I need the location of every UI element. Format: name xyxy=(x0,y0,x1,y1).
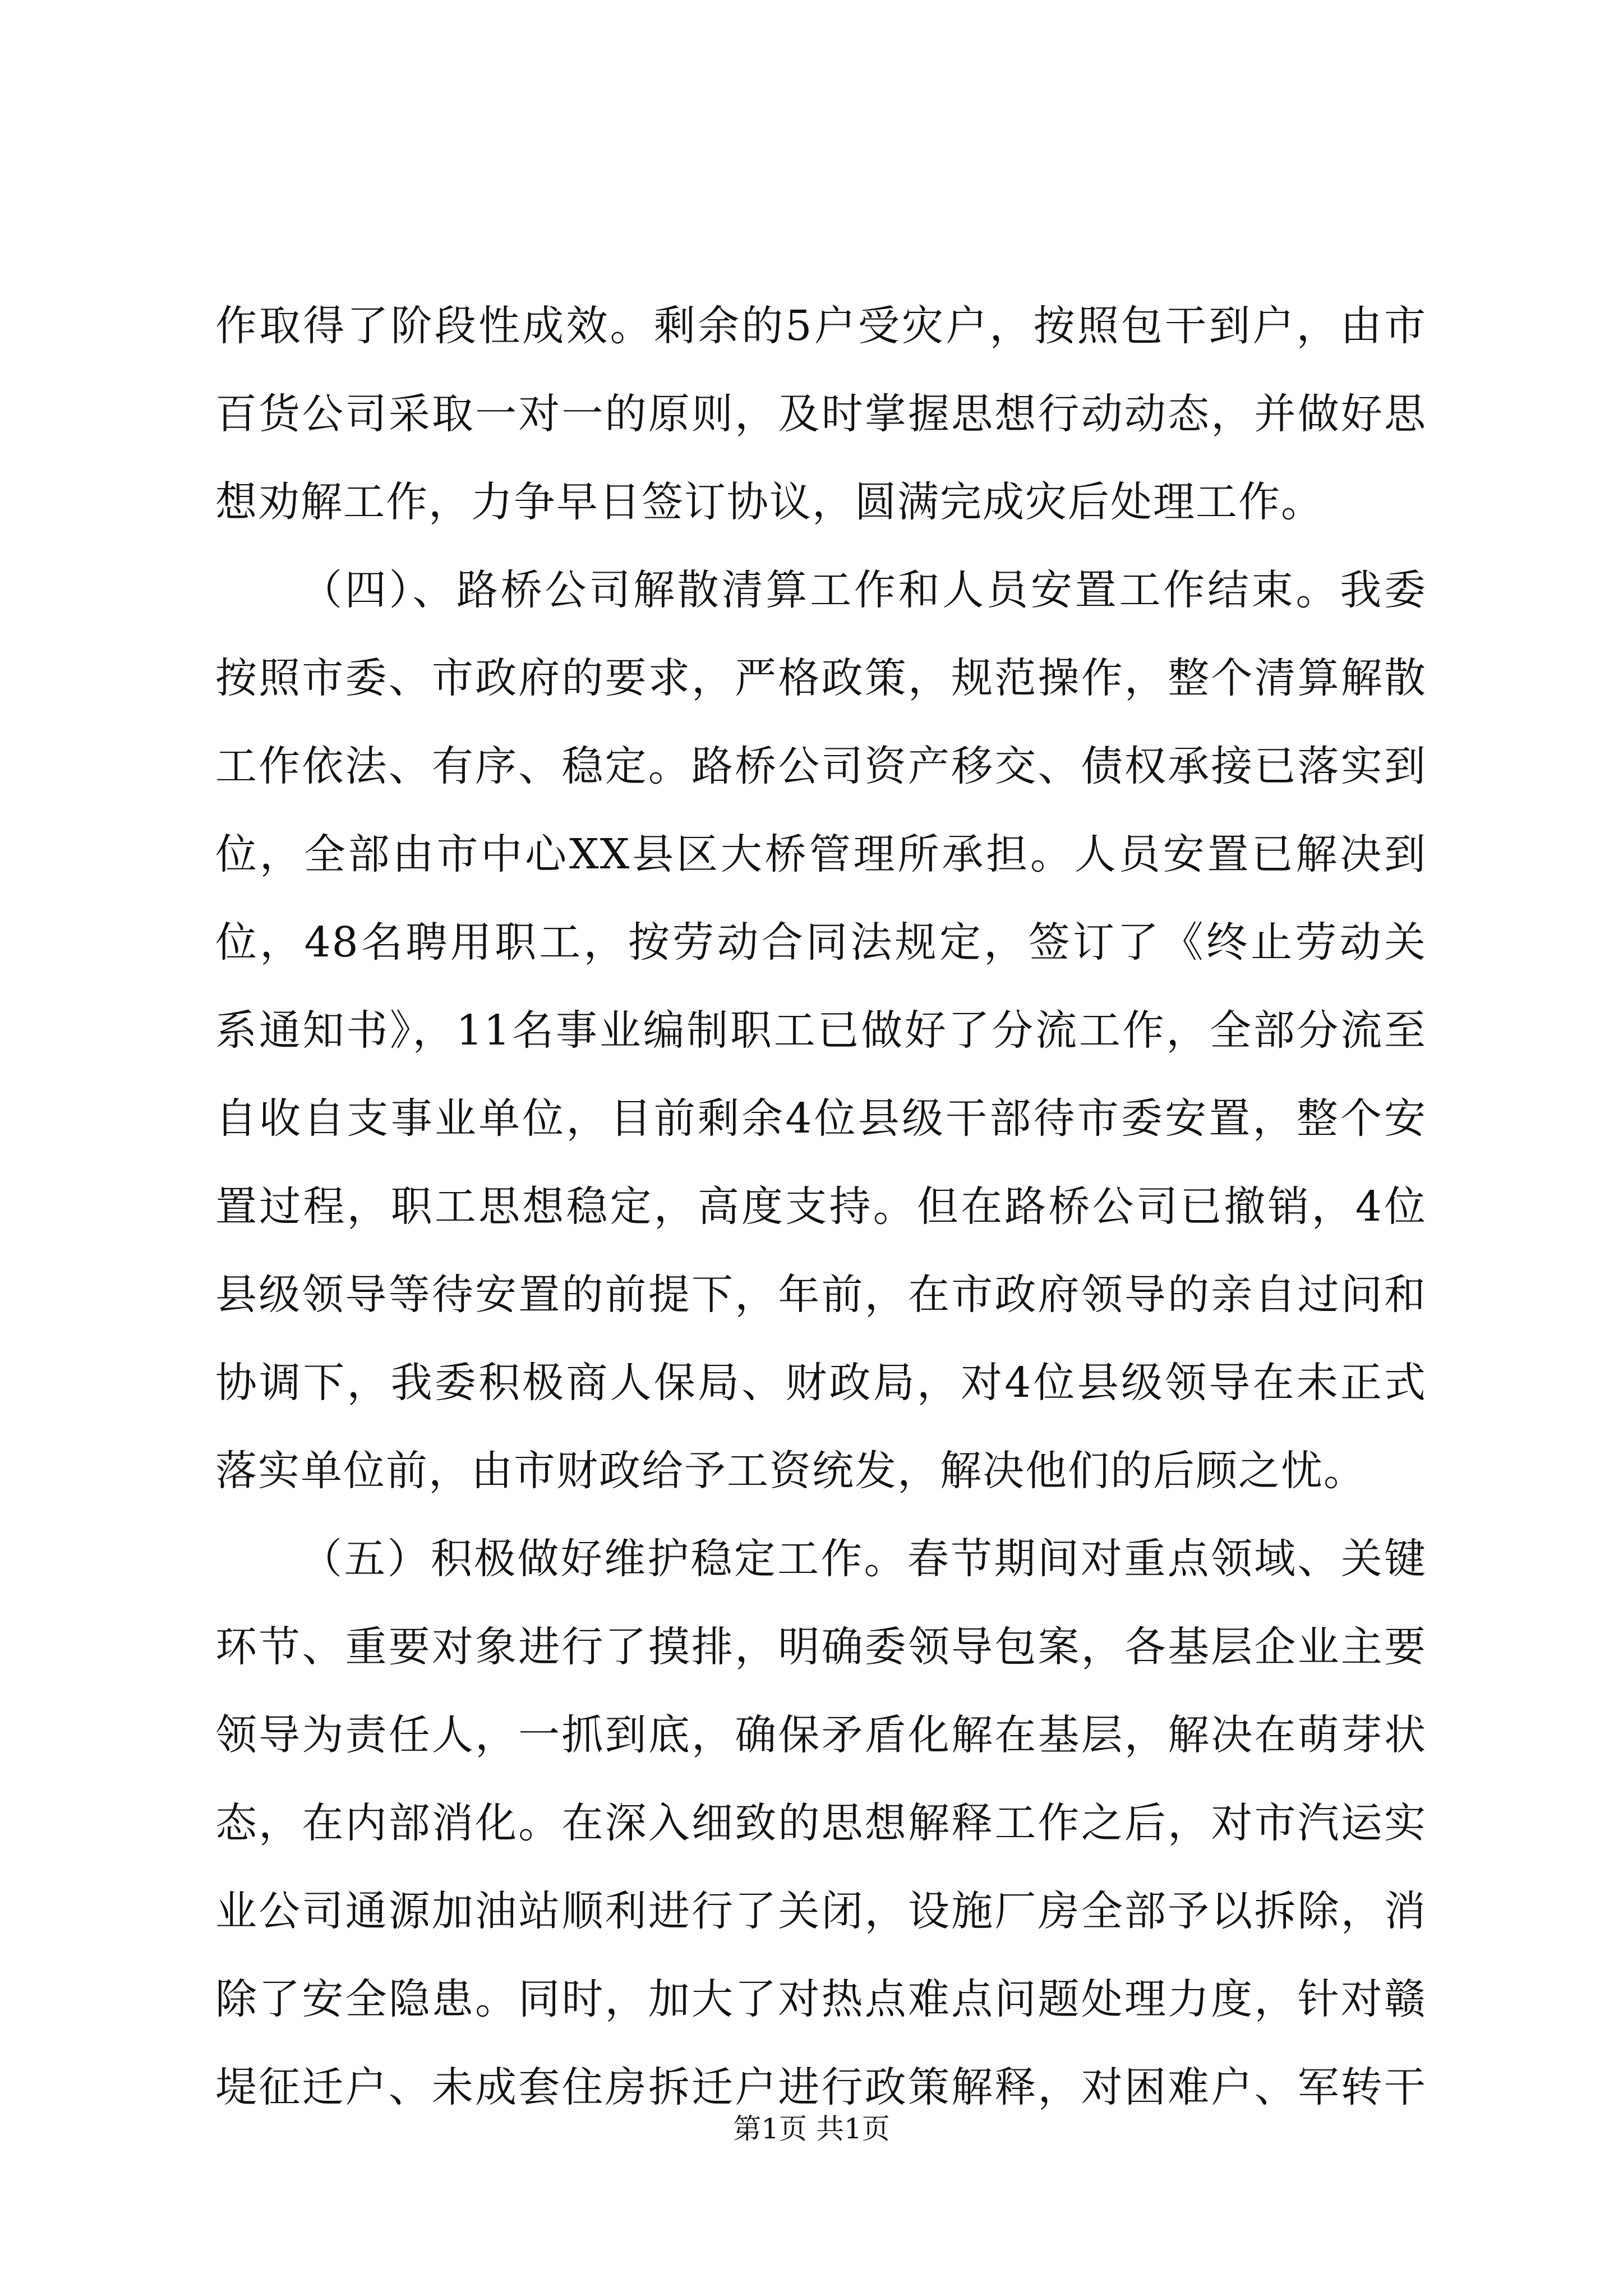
text-line: 位，48名聘用职工，按劳动合同法规定，签订了《终止劳动关 xyxy=(215,918,1427,967)
text-line: 位，全部由市中心XX县区大桥管理所承担。人员安置已解决到 xyxy=(215,830,1427,878)
text-line: 置过程，职工思想稳定，高度支持。但在路桥公司已撤销，4位 xyxy=(215,1182,1427,1231)
text-line: 态，在内部消化。在深入细致的思想解释工作之后，对市汽运实 xyxy=(215,1799,1427,1847)
text-line: 作取得了阶段性成效。剩余的5户受灾户，按照包干到户，由市 xyxy=(215,302,1427,350)
text-line: 堤征迁户、未成套住房拆迁户进行政策解释，对困难户、军转干 xyxy=(215,2063,1427,2111)
text-line: 百货公司采取一对一的原则，及时掌握思想行动动态，并做好思 xyxy=(215,390,1427,438)
text-line: 落实单位前，由市财政给予工资统发，解决他们的后顾之忧。 xyxy=(215,1447,1366,1495)
text-line: 领导为责任人，一抓到底，确保矛盾化解在基层，解决在萌芽状 xyxy=(215,1711,1427,1759)
text-line: （五）积极做好维护稳定工作。春节期间对重点领域、关键 xyxy=(301,1535,1427,1583)
text-line: 协调下，我委积极商人保局、财政局，对4位县级领导在未正式 xyxy=(215,1359,1427,1407)
text-line: 按照市委、市政府的要求，严格政策，规范操作，整个清算解散 xyxy=(215,654,1427,702)
text-line: 县级领导等待安置的前提下，年前，在市政府领导的亲自过问和 xyxy=(215,1271,1427,1319)
page-number-label: 第1页 共1页 xyxy=(733,2113,890,2145)
text-line: （四）、路桥公司解散清算工作和人员安置工作结束。我委 xyxy=(301,566,1427,614)
text-line: 业公司通源加油站顺利进行了关闭，设施厂房全部予以拆除，消 xyxy=(215,1887,1427,1935)
text-line: 除了安全隐患。同时，加大了对热点难点问题处理力度，针对赣 xyxy=(215,1975,1427,2023)
page-footer xyxy=(0,2109,1623,2148)
text-line: 系通知书》，11名事业编制职工已做好了分流工作，全部分流至 xyxy=(215,1006,1427,1055)
text-line: 工作依法、有序、稳定。路桥公司资产移交、债权承接已落实到 xyxy=(215,742,1427,790)
text-line: 自收自支事业单位，目前剩余4位县级干部待市委安置，整个安 xyxy=(215,1094,1427,1143)
text-line: 想劝解工作，力争早日签订协议，圆满完成灾后处理工作。 xyxy=(215,478,1324,526)
text-line: 环节、重要对象进行了摸排，明确委领导包案，各基层企业主要 xyxy=(215,1623,1427,1671)
